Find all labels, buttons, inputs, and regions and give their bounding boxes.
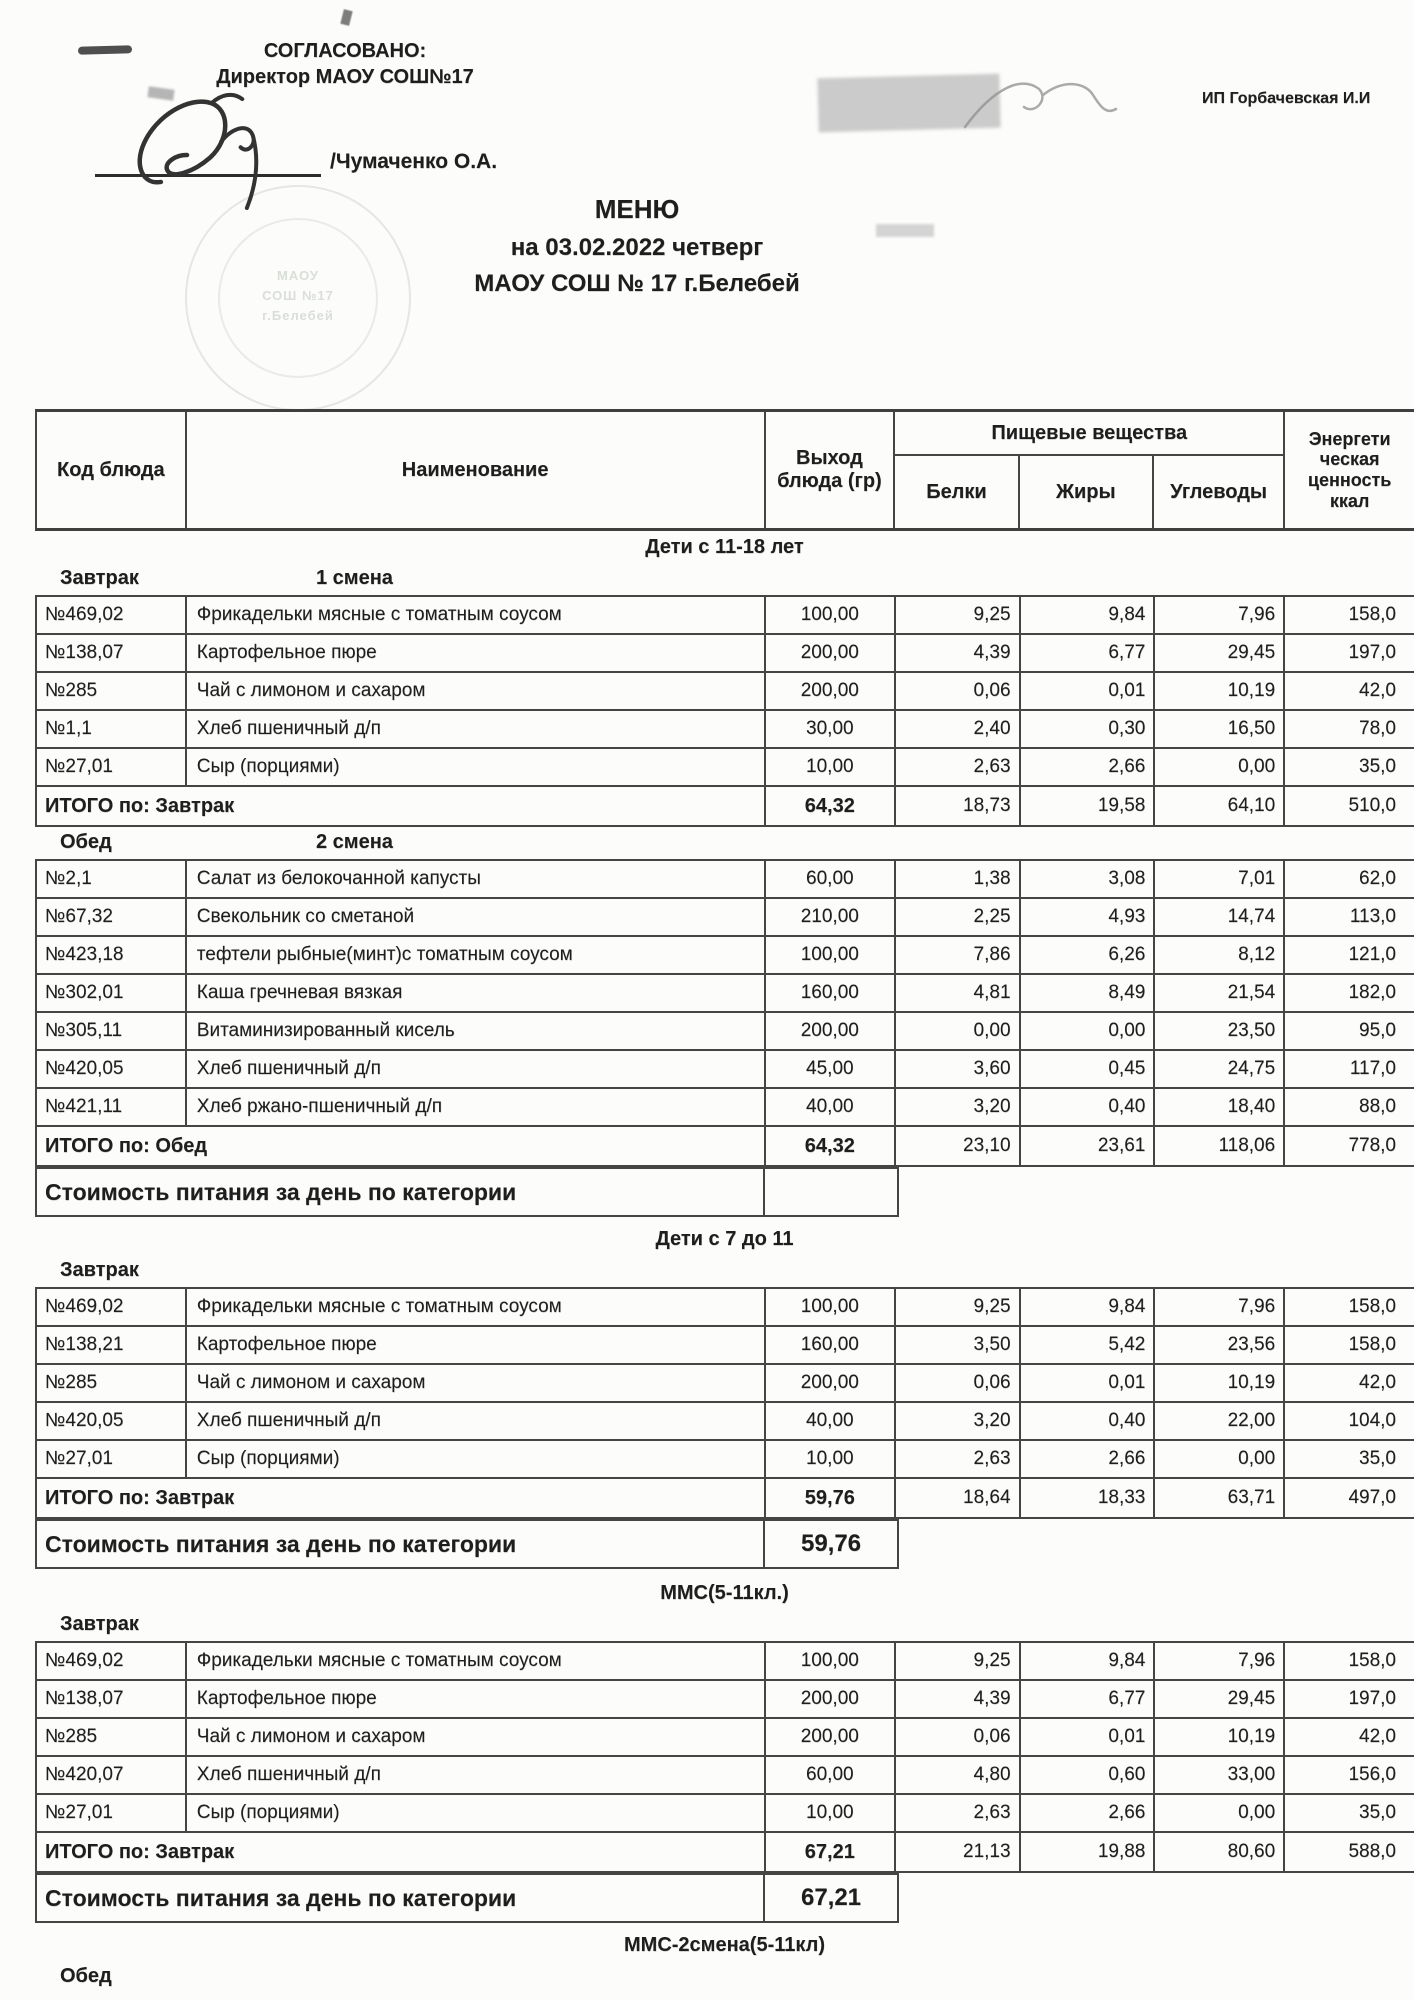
dish-output: 10,00 <box>766 1795 896 1831</box>
totals-label: ИТОГО по: Обед <box>37 1127 766 1165</box>
dish-fat: 0,01 <box>1021 1719 1156 1755</box>
dish-protein: 0,06 <box>896 673 1021 709</box>
dish-carbs: 29,45 <box>1155 1681 1285 1717</box>
shift-label: 2 смена <box>316 831 393 853</box>
table-body <box>35 531 1414 1993</box>
dish-kcal: 88,0 <box>1359 1096 1396 1117</box>
menu-row <box>37 975 1414 1013</box>
column-header-fat: Жиры <box>1020 456 1154 528</box>
dish-output: 100,00 <box>766 1289 896 1325</box>
dish-protein: 3,20 <box>896 1089 1021 1125</box>
signature-caption: /Чумаченко О.А. <box>330 150 498 173</box>
dish-name: Свекольник со сметаной <box>187 899 766 935</box>
menu-row <box>37 899 1414 937</box>
dish-output: 45,00 <box>766 1051 896 1087</box>
dish-output: 100,00 <box>766 937 896 973</box>
energy-line: ценность <box>1307 470 1392 490</box>
dish-code: №423,18 <box>37 937 187 973</box>
menu-row <box>37 1757 1414 1795</box>
totals-row <box>37 787 1414 827</box>
dish-kcal: 121,0 <box>1348 944 1396 965</box>
dish-code: №27,01 <box>37 1795 187 1831</box>
dish-code: №27,01 <box>37 1441 187 1477</box>
approval-director: Директор МАОУ СОШ№17 <box>216 66 474 88</box>
menu-row <box>37 1681 1414 1719</box>
stamp-text: МАОУ <box>277 268 319 283</box>
menu-row <box>37 1719 1414 1757</box>
dish-output: 200,00 <box>766 1719 896 1755</box>
dish-protein: 0,06 <box>896 1365 1021 1401</box>
rows-group <box>35 859 1414 1167</box>
dish-name: Витаминизированный кисель <box>187 1013 766 1049</box>
dish-name: Хлеб пшеничный д/п <box>187 1403 766 1439</box>
totals-protein: 18,73 <box>896 787 1021 825</box>
totals-kcal: 778,0 <box>1348 1135 1396 1156</box>
dish-kcal: 158,0 <box>1348 604 1396 625</box>
energy-line: Энергети <box>1308 428 1391 449</box>
dish-output: 60,00 <box>766 1757 896 1793</box>
totals-output: 64,32 <box>766 1127 896 1165</box>
dish-protein: 4,80 <box>896 1757 1021 1793</box>
daily-cost-row <box>35 1167 899 1217</box>
menu-row <box>37 673 1414 711</box>
dish-name: Сыр (порциями) <box>187 1795 766 1831</box>
dish-output: 10,00 <box>766 1441 896 1477</box>
dish-code: №27,01 <box>37 749 187 785</box>
dish-fat: 6,77 <box>1021 1681 1156 1717</box>
dish-fat: 2,66 <box>1021 1795 1156 1831</box>
dish-carbs: 18,40 <box>1155 1089 1285 1125</box>
dish-name: Сыр (порциями) <box>187 749 766 785</box>
dish-carbs: 0,00 <box>1155 1795 1285 1831</box>
dish-kcal: 62,0 <box>1359 868 1396 889</box>
dish-code: №138,21 <box>37 1327 187 1363</box>
totals-carbs: 80,60 <box>1155 1833 1285 1871</box>
dish-output: 40,00 <box>766 1403 896 1439</box>
pen-flourish-artifact <box>955 55 1125 145</box>
meal-band <box>35 1255 1414 1287</box>
meal-label: Обед <box>60 1965 112 1987</box>
nutrients-subheaders <box>895 456 1283 528</box>
dish-code: №67,32 <box>37 899 187 935</box>
dish-carbs: 7,96 <box>1155 1289 1285 1325</box>
rows-group <box>35 1287 1414 1519</box>
table-header <box>35 409 1414 531</box>
totals-protein: 18,64 <box>896 1479 1021 1517</box>
totals-fat: 19,58 <box>1021 787 1156 825</box>
dish-kcal: 42,0 <box>1359 1372 1396 1393</box>
dish-code: №2,1 <box>37 861 187 897</box>
dish-protein: 3,20 <box>896 1403 1021 1439</box>
dish-code: №138,07 <box>37 635 187 671</box>
dish-output: 200,00 <box>766 673 896 709</box>
meal-band <box>35 1961 1414 1993</box>
dish-carbs: 7,96 <box>1155 1643 1285 1679</box>
dish-output: 60,00 <box>766 861 896 897</box>
dish-protein: 1,38 <box>896 861 1021 897</box>
dish-carbs: 16,50 <box>1155 711 1285 747</box>
totals-carbs: 63,71 <box>1155 1479 1285 1517</box>
totals-row <box>37 1479 1414 1519</box>
totals-fat: 18,33 <box>1021 1479 1156 1517</box>
title-block <box>0 194 1274 298</box>
menu-row <box>37 711 1414 749</box>
daily-cost-value: 59,76 <box>800 1530 862 1557</box>
dish-name: Картофельное пюре <box>187 1327 766 1363</box>
menu-row <box>37 861 1414 899</box>
dish-kcal: 182,0 <box>1348 982 1396 1003</box>
category-header: Дети с 7 до 11 <box>655 1227 794 1250</box>
menu-row <box>37 1289 1414 1327</box>
stamp-text: г.Белебей <box>262 308 334 323</box>
dish-carbs: 0,00 <box>1155 749 1285 785</box>
dish-output: 100,00 <box>766 597 896 633</box>
rows-group <box>35 595 1414 827</box>
dish-kcal: 35,0 <box>1359 1448 1396 1469</box>
dish-kcal: 35,0 <box>1359 756 1396 777</box>
dish-name: Фрикадельки мясные с томатным соусом <box>187 1643 766 1679</box>
dish-kcal: 95,0 <box>1359 1020 1396 1041</box>
dish-fat: 0,01 <box>1021 1365 1156 1401</box>
dish-output: 160,00 <box>766 1327 896 1363</box>
dish-fat: 9,84 <box>1021 1643 1156 1679</box>
meal-band <box>35 563 1414 595</box>
dish-protein: 9,25 <box>896 1289 1021 1325</box>
dish-carbs: 7,01 <box>1155 861 1285 897</box>
menu-row <box>37 1089 1414 1127</box>
dish-name: Чай с лимоном и сахаром <box>187 673 766 709</box>
dish-code: №285 <box>37 673 187 709</box>
menu-row <box>37 1327 1414 1365</box>
daily-cost-row <box>35 1519 899 1569</box>
totals-kcal: 510,0 <box>1348 795 1396 816</box>
totals-protein: 23,10 <box>896 1127 1021 1165</box>
dish-carbs: 29,45 <box>1155 635 1285 671</box>
dish-protein: 3,50 <box>896 1327 1021 1363</box>
dish-carbs: 14,74 <box>1155 899 1285 935</box>
daily-cost-row <box>35 1873 899 1923</box>
dish-kcal: 158,0 <box>1348 1334 1396 1355</box>
dish-fat: 8,49 <box>1021 975 1156 1011</box>
dish-name: Картофельное пюре <box>187 635 766 671</box>
dish-output: 10,00 <box>766 749 896 785</box>
dish-carbs: 7,96 <box>1155 597 1285 633</box>
menu-row <box>37 1795 1414 1833</box>
dish-fat: 3,08 <box>1021 861 1156 897</box>
dish-carbs: 33,00 <box>1155 1757 1285 1793</box>
dish-output: 160,00 <box>766 975 896 1011</box>
meal-label: Завтрак <box>60 567 139 589</box>
dish-fat: 2,66 <box>1021 749 1156 785</box>
dish-fat: 0,40 <box>1021 1403 1156 1439</box>
dish-kcal: 104,0 <box>1348 1410 1396 1431</box>
dish-name: Чай с лимоном и сахаром <box>187 1365 766 1401</box>
energy-line: ческая <box>1319 449 1380 470</box>
menu-row <box>37 635 1414 673</box>
scan-artifact-speck <box>340 9 352 26</box>
dish-output: 30,00 <box>766 711 896 747</box>
totals-output: 64,32 <box>766 787 896 825</box>
daily-cost-value <box>765 1169 897 1215</box>
dish-name: Картофельное пюре <box>187 1681 766 1717</box>
menu-table <box>35 409 1414 1993</box>
dish-output: 200,00 <box>766 1681 896 1717</box>
dish-name: Хлеб пшеничный д/п <box>187 1051 766 1087</box>
totals-output: 67,21 <box>766 1833 896 1871</box>
dish-name: Фрикадельки мясные с томатным соусом <box>187 1289 766 1325</box>
menu-row <box>37 597 1414 635</box>
dish-fat: 4,93 <box>1021 899 1156 935</box>
totals-kcal: 588,0 <box>1348 1841 1396 1862</box>
menu-title: МЕНЮ <box>594 194 680 224</box>
dish-protein: 9,25 <box>896 1643 1021 1679</box>
dish-carbs: 23,50 <box>1155 1013 1285 1049</box>
totals-output: 59,76 <box>766 1479 896 1517</box>
daily-cost-label: Стоимость питания за день по категории <box>37 1875 765 1921</box>
dish-fat: 0,00 <box>1021 1013 1156 1049</box>
dish-code: №305,11 <box>37 1013 187 1049</box>
dish-kcal: 42,0 <box>1359 1726 1396 1747</box>
rows-group <box>35 1641 1414 1873</box>
stamp-text: СОШ №17 <box>262 288 334 303</box>
dish-protein: 4,81 <box>896 975 1021 1011</box>
school-name: МАОУ СОШ № 17 г.Белебей <box>474 270 800 297</box>
column-header-code: Код блюда <box>37 412 187 528</box>
dish-fat: 0,30 <box>1021 711 1156 747</box>
dish-name: Хлеб пшеничный д/п <box>187 1757 766 1793</box>
dish-name: Салат из белокочанной капусты <box>187 861 766 897</box>
energy-line: ккал <box>1329 490 1370 511</box>
totals-carbs: 118,06 <box>1155 1127 1285 1165</box>
dish-protein: 9,25 <box>896 597 1021 633</box>
dish-carbs: 8,12 <box>1155 937 1285 973</box>
daily-cost-label: Стоимость питания за день по категории <box>37 1169 765 1215</box>
dish-protein: 3,60 <box>896 1051 1021 1087</box>
dish-code: №420,05 <box>37 1403 187 1439</box>
dish-kcal: 158,0 <box>1348 1296 1396 1317</box>
dish-name: Фрикадельки мясные с томатным соусом <box>187 597 766 633</box>
vendor-name: ИП Горбачевская И.И <box>1202 90 1371 107</box>
totals-label: ИТОГО по: Завтрак <box>37 1479 766 1517</box>
dish-kcal: 35,0 <box>1359 1802 1396 1823</box>
category-header: ММС(5-11кл.) <box>660 1581 789 1604</box>
dish-protein: 2,63 <box>896 1795 1021 1831</box>
dish-carbs: 0,00 <box>1155 1441 1285 1477</box>
column-header-protein: Белки <box>895 456 1019 528</box>
totals-fat: 19,88 <box>1021 1833 1156 1871</box>
dish-code: №421,11 <box>37 1089 187 1125</box>
totals-fat: 23,61 <box>1021 1127 1156 1165</box>
meal-band <box>35 1609 1414 1641</box>
dish-carbs: 24,75 <box>1155 1051 1285 1087</box>
dish-kcal: 117,0 <box>1349 1058 1396 1079</box>
dish-code: №285 <box>37 1365 187 1401</box>
dish-fat: 2,66 <box>1021 1441 1156 1477</box>
menu-row <box>37 749 1414 787</box>
meal-label: Завтрак <box>60 1259 139 1281</box>
dish-code: №469,02 <box>37 1289 187 1325</box>
dish-fat: 5,42 <box>1021 1327 1156 1363</box>
dish-protein: 2,63 <box>896 1441 1021 1477</box>
column-header-carbs: Углеводы <box>1170 480 1268 503</box>
dish-fat: 9,84 <box>1021 597 1156 633</box>
category-header: Дети с 11-18 лет <box>645 535 804 558</box>
meal-band <box>35 827 1414 859</box>
dish-output: 200,00 <box>766 635 896 671</box>
menu-date: на 03.02.2022 четверг <box>510 234 764 261</box>
column-header-output: Выход блюда (гр) <box>766 412 896 528</box>
menu-row <box>37 1051 1414 1089</box>
daily-cost-value: 67,21 <box>800 1884 862 1911</box>
dish-kcal: 158,0 <box>1348 1650 1396 1671</box>
dish-output: 200,00 <box>766 1365 896 1401</box>
dish-fat: 0,45 <box>1021 1051 1156 1087</box>
category-header: ММС-2смена(5-11кл) <box>624 1933 825 1956</box>
dish-fat: 9,84 <box>1021 1289 1156 1325</box>
dish-output: 100,00 <box>766 1643 896 1679</box>
dish-carbs: 10,19 <box>1155 1719 1285 1755</box>
dish-code: №420,05 <box>37 1051 187 1087</box>
dish-kcal: 78,0 <box>1359 718 1396 739</box>
totals-label: ИТОГО по: Завтрак <box>37 787 766 825</box>
dish-carbs: 10,19 <box>1155 673 1285 709</box>
dish-code: №138,07 <box>37 1681 187 1717</box>
dish-kcal: 156,0 <box>1348 1764 1396 1785</box>
totals-label: ИТОГО по: Завтрак <box>37 1833 766 1871</box>
totals-protein: 21,13 <box>896 1833 1021 1871</box>
dish-carbs: 22,00 <box>1155 1403 1285 1439</box>
shift-label: 1 смена <box>316 567 393 589</box>
dish-fat: 0,60 <box>1021 1757 1156 1793</box>
dish-name: Чай с лимоном и сахаром <box>187 1719 766 1755</box>
totals-row <box>37 1833 1414 1873</box>
dish-name: Хлеб пшеничный д/п <box>187 711 766 747</box>
meal-label: Завтрак <box>60 1613 139 1635</box>
dish-fat: 0,40 <box>1021 1089 1156 1125</box>
dish-fat: 6,26 <box>1021 937 1156 973</box>
dish-protein: 0,00 <box>896 1013 1021 1049</box>
dish-code: №469,02 <box>37 1643 187 1679</box>
scan-artifact-dash <box>78 45 132 54</box>
totals-kcal: 497,0 <box>1348 1487 1396 1508</box>
dish-protein: 2,40 <box>896 711 1021 747</box>
dish-code: №302,01 <box>37 975 187 1011</box>
column-header-name: Наименование <box>187 412 766 528</box>
dish-carbs: 10,19 <box>1155 1365 1285 1401</box>
dish-output: 200,00 <box>766 1013 896 1049</box>
dish-code: №1,1 <box>37 711 187 747</box>
daily-cost-label: Стоимость питания за день по категории <box>37 1521 765 1567</box>
approval-title: СОГЛАСОВАНО: <box>263 40 427 62</box>
menu-row <box>37 1013 1414 1051</box>
column-header-energy <box>1285 412 1414 528</box>
menu-row <box>37 1403 1414 1441</box>
dish-name: тефтели рыбные(минт)с томатным соусом <box>187 937 766 973</box>
dish-protein: 2,25 <box>896 899 1021 935</box>
nutrients-group-label: Пищевые вещества <box>895 412 1283 456</box>
dish-name: Каша гречневая вязкая <box>187 975 766 1011</box>
dish-protein: 2,63 <box>896 749 1021 785</box>
totals-carbs: 64,10 <box>1155 787 1285 825</box>
dish-protein: 0,06 <box>896 1719 1021 1755</box>
dish-carbs: 21,54 <box>1155 975 1285 1011</box>
dish-carbs: 23,56 <box>1155 1327 1285 1363</box>
totals-row <box>37 1127 1414 1167</box>
dish-output: 40,00 <box>766 1089 896 1125</box>
menu-row <box>37 1365 1414 1403</box>
dish-kcal: 113,0 <box>1349 906 1396 927</box>
dish-kcal: 197,0 <box>1348 1688 1396 1709</box>
column-group-nutrients <box>895 412 1285 528</box>
dish-name: Сыр (порциями) <box>187 1441 766 1477</box>
dish-code: №285 <box>37 1719 187 1755</box>
dish-code: №469,02 <box>37 597 187 633</box>
dish-output: 210,00 <box>766 899 896 935</box>
menu-row <box>37 1441 1414 1479</box>
dish-name: Хлеб ржано-пшеничный д/п <box>187 1089 766 1125</box>
dish-fat: 0,01 <box>1021 673 1156 709</box>
meal-label: Обед <box>60 831 112 853</box>
dish-protein: 4,39 <box>896 1681 1021 1717</box>
dish-fat: 6,77 <box>1021 635 1156 671</box>
menu-row <box>37 1643 1414 1681</box>
dish-kcal: 42,0 <box>1359 680 1396 701</box>
dish-protein: 4,39 <box>896 635 1021 671</box>
menu-row <box>37 937 1414 975</box>
dish-code: №420,07 <box>37 1757 187 1793</box>
dish-protein: 7,86 <box>896 937 1021 973</box>
dish-kcal: 197,0 <box>1348 642 1396 663</box>
